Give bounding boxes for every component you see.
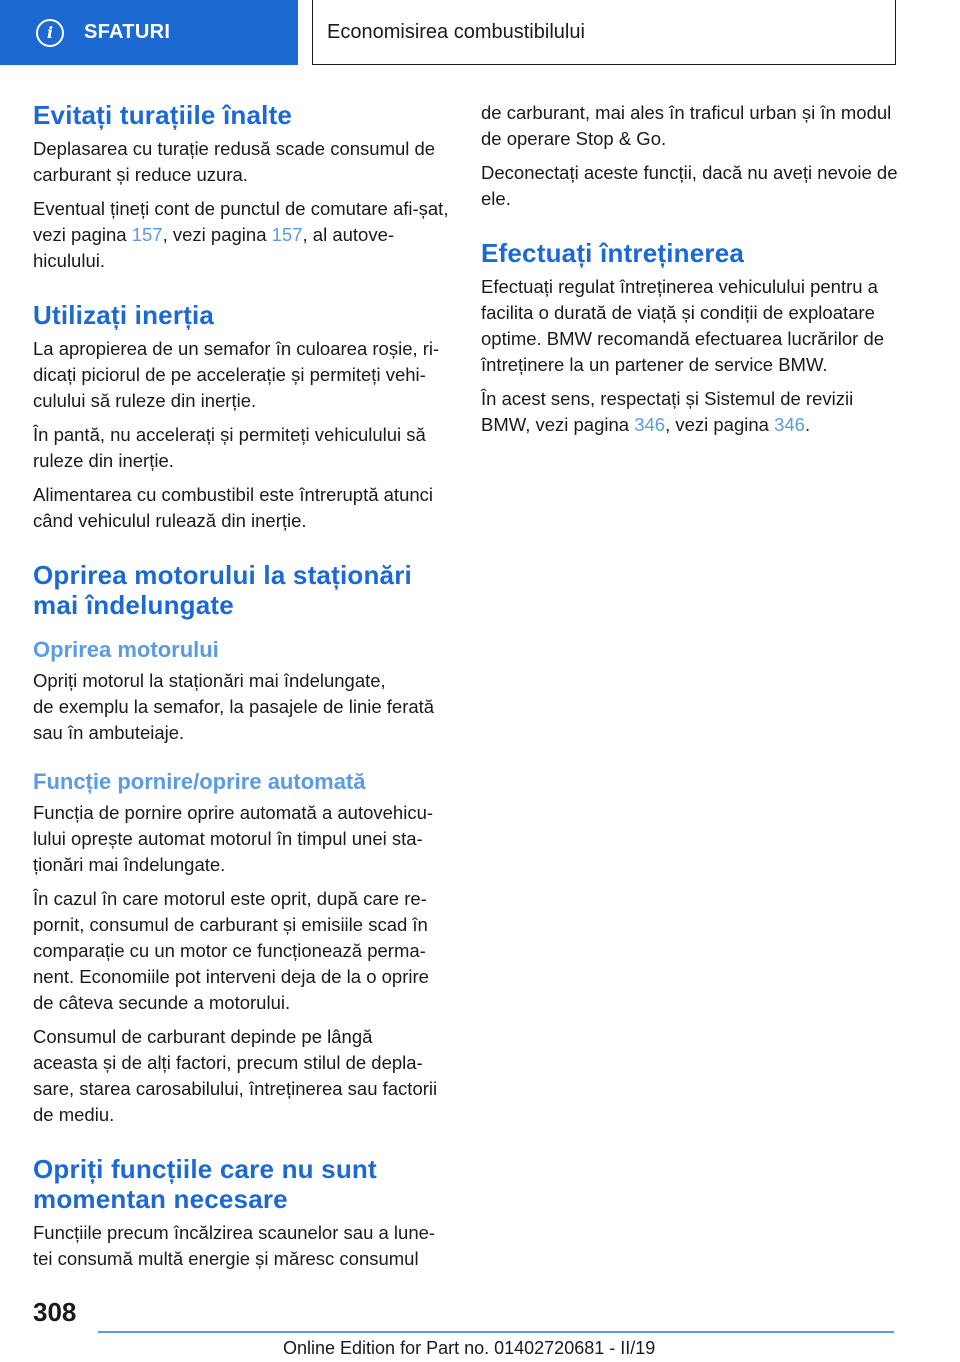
paragraph: Deplasarea cu turație redusă scade consumul de carburant și reduce uzura. [33, 138, 436, 185]
heading-maintenance: Efectuați întreținerea [481, 238, 745, 268]
left-column [33, 100, 451, 1272]
footer-divider [98, 1331, 894, 1333]
chapter-title: Economisirea combustibilului [312, 0, 896, 65]
heading-use-inertia: Utilizați inerția [33, 300, 215, 330]
paragraph: de carburant, mai ales în traficul urban și în modul de operare Stop & Go. [481, 102, 892, 149]
paragraph: Opriți motorul la staționări mai îndelungate, de exemplu la semafor, la pasajele de linie ferată sau în ambuteiaje. [33, 670, 435, 743]
heading-stop-engine: Oprirea motorului la staționări mai îndelungate [33, 560, 412, 620]
paragraph: În cazul în care motorul este oprit, după care re-pornit, consumul de carburant și emisiile scad în comparație cu un motor ce funcționează perma-nent. Economiile pot interveni deja de la o oprire de câteva secunde a motorului. [33, 888, 429, 1013]
heading-turn-off-functions: Opriți funcțiile care nu sunt momentan necesare [33, 1154, 377, 1214]
paragraph: Efectuați regulat întreținerea vehiculului pentru a facilita o durată de viață și condiții de exploatare optime. BMW recomandă efectuarea lucrărilor de întreținere la un partener de service BMW. [481, 276, 885, 375]
header-tab-label: SFATURI [84, 21, 171, 43]
paragraph: Consumul de carburant depinde pe lângă aceasta și de alți factori, precum stilul de depla-sare, starea carosabilului, întreținerea sau factorii de mediu. [33, 1026, 438, 1125]
header-tab [0, 0, 298, 65]
heading-avoid-high-rpm: Evitați turațiile înalte [33, 100, 293, 130]
paragraph: Funcțiile precum încălzirea scaunelor sau a lune-tei consumă multă energie și măresc consumul [33, 1222, 436, 1269]
subheading-stop-engine: Oprirea motorului [33, 637, 219, 662]
edition-info: Online Edition for Part no. 01402720681 - II/19 [283, 1338, 656, 1358]
paragraph: Deconectați aceste funcții, dacă nu aveți nevoie de ele. [481, 162, 898, 209]
paragraph: La apropierea de un semafor în culoarea roșie, ri-dicați piciorul de pe accelerație și permiteți vehi-culului să ruleze din inerție. [33, 338, 440, 411]
info-icon: i [36, 19, 64, 47]
paragraph: Funcția de pornire oprire automată a autovehicu-lului oprește automat motorul în timpul unei sta-ționări mai îndelungate. [33, 802, 434, 875]
page-link-157[interactable]: 157 [131, 224, 163, 245]
page-link-346[interactable]: 346 [634, 414, 666, 435]
paragraph: În pantă, nu accelerați și permiteți vehiculului să ruleze din inerție. [33, 424, 426, 471]
page-link-346-alt[interactable]: 346 [774, 414, 805, 435]
page-number: 308 [33, 1297, 77, 1327]
paragraph: Alimentarea cu combustibil este întreruptă atunci când vehiculul rulează din inerție. [33, 484, 434, 531]
paragraph-shift-point: Eventual țineți cont de punctul de comutare afi-șat, vezi pagina 157, vezi pagina 157, al autove-hiculului. [33, 198, 449, 271]
right-column [481, 100, 899, 438]
paragraph-service-system: În acest sens, respectați și Sistemul de revizii BMW, vezi pagina 346, vezi pagina 346. [481, 388, 854, 435]
page-link-157-alt[interactable]: 157 [271, 224, 303, 245]
subheading-auto-start-stop: Funcție pornire/oprire automată [33, 769, 366, 794]
